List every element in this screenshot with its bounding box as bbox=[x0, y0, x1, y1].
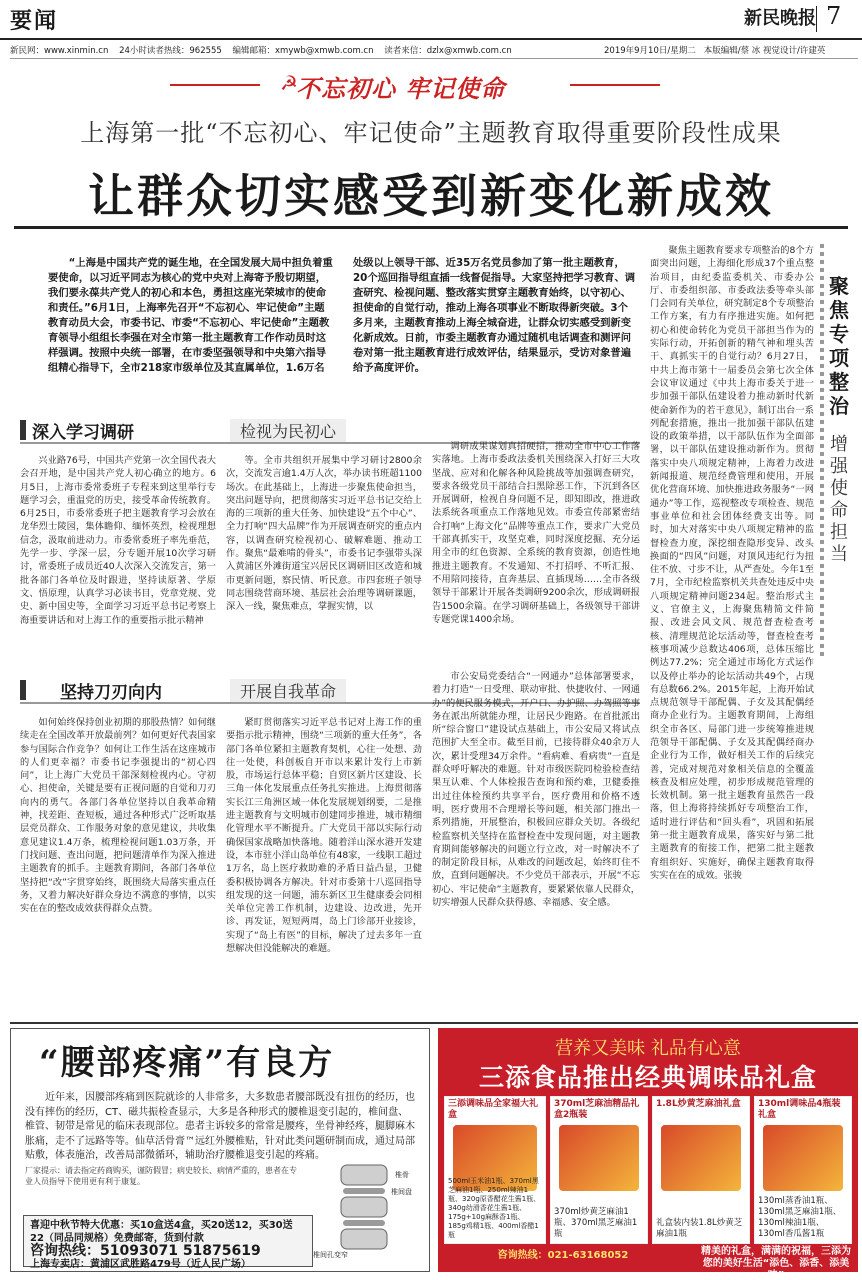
page-number: 7 bbox=[826, 2, 842, 30]
section2-tag: 开展自我革命 bbox=[230, 679, 346, 702]
product-name: 1.8L炒黄芝麻油礼盒 bbox=[656, 1099, 741, 1109]
party-emblem-icon: ☭ bbox=[280, 71, 298, 95]
section2-col1: 如何始终保持创业初期的那股热情？如何继续走在全国改革开放最前列？如何更好代表国家参与国际合作竞争？如何让工作生活在这座城市的人们更幸福？市委书记李强提出的“初心四问”，让上海广大党员干部深刻检视内心。守初心、担使命，关键是要有正视问题的自觉和刀刃向内的勇气。各部门各单位坚持以自我革命精神，找差距、查短板，通过各种形式广泛听取基层党员群众、工作服务对象的意见建议，共收集意见建议1.4万条，梳理检视问题1.03万条，开门找问题、查出问题，把问题清单作为深入推进主题教育的抓手。主题教育期间，各部门各单位坚持把“改”字贯穿始终，既围绕大局落实重点任务，又着力解决好群众身边不满意的事情，以实实在在的整改成效获得群众点赞。 bbox=[20, 717, 216, 915]
section2-title: 坚持刀刃向内 bbox=[60, 683, 162, 703]
ad1-title: “腰部疼痛”有良方 bbox=[39, 1043, 335, 1083]
product-name: 三添调味品全家福大礼盒 bbox=[448, 1099, 539, 1120]
vertical-titles bbox=[818, 244, 858, 660]
product-name: 370ml芝麻油精品礼盒2瓶装 bbox=[554, 1099, 640, 1120]
ad1-promo: 喜迎中秋节特大优惠：买10盒送4盒，买20送12，买30送22（同品同规格）免费邮寄，货到付款 bbox=[30, 1220, 293, 1244]
product-name: 130ml调味品4瓶装礼盒 bbox=[758, 1099, 841, 1120]
hotline: 24小时读者热线：962555 bbox=[119, 46, 222, 56]
oil-bottle-icon bbox=[661, 1125, 741, 1191]
product-card[interactable] bbox=[754, 1096, 852, 1244]
info-bar bbox=[10, 44, 858, 58]
section2-col2: 紧盯贯彻落实习近平总书记对上海工作的重要指示批示精神，围绕“三项新的重大任务”，各部门各单位紧扣主题教育契机，心往一处想、劲往一处使，科创板自开市以来累计发行上市新股，市场运行总体平稳；自贸区新片区建设、长三角一体化发展重点任务扎实推进。上海贯彻落实长江三角洲区域一体化发展规划纲要，二是推进主题教育与文明城市创建同步推进，城市精细化管理水平不断提升。广大党员干部以实际行动确保国家战略加快落地。随着洋山深水港开发建设，本市驻小洋山岛单位有48家，一线职工超过1万名，岛上医疗救助难的矛盾日益凸显，卫健委积极协调各方解决。针对市委第十八巡回指导组发现的这一问题，浦东新区卫生健康委会同相关单位完善工作机制，边建设、边改进，先开诊、再发证，短短两周，岛上门诊部开业接诊，实现了“岛上有医”的目标，解决了过去多年一直想解决但没能解决的难题。 bbox=[226, 717, 422, 955]
ad1-store: 上海专卖店：黄浦区武胜路479号（近人民广场） bbox=[30, 1259, 251, 1270]
ad-santian bbox=[438, 1028, 858, 1280]
section1-tag: 检视为民初心 bbox=[230, 419, 346, 442]
intro-text: “上海是中国共产党的诞生地，在全国发展大局中担负着重要使命，以习近平同志为核心的党中央对上海寄予殷切期望，我们要永葆共产党人的初心和本色，勇担这座光荣城市的使命和责任。”6月1日，上海率先召开“不忘初心、牢记使命”主题教育动员大会，市委书记、市委“不忘初心、牢记使命”主题教育领导小组组长李强在对全市第一批主题教育工作作动员时这样强调。按照中央统一部署，在市委坚强领导和中央第六指导组精心指导下，全市218家市级单位及其直属单位，1.6万名处级以上领导干部、近35万名党员参加了第一批主题教育，20个巡回指导组直插一线督促指导。大家坚持把学习教育、调查研究、检视问题、整改落实贯穿主题教育始终，以守初心、担使命的自觉行动，推动上海各项事业不断取得新突破。3个多月来，主题教育推动上海全城奋进，让群众切实感受到新变化新成效。日前，市委主题教育办通过随机电话调查和测评问卷对第一批主题教育进行成效评估，结果显示，受访对象普遍给予高度评价。 bbox=[48, 257, 636, 374]
spine-label-1: 椎骨 bbox=[395, 1171, 409, 1179]
ad1-phone-label: 咨询热线： bbox=[30, 1243, 100, 1259]
section1-col3: 调研成果谋划真招硬招，推动全市中心工作落实落地。上海市委政法委机关围绕深入打好三大攻坚战、应对和化解各种风险挑战等加强调查研究，要求各级党员干部结合扫黑除恶工作，下沉到各区开展调研，检视自身问题不足，即知即改，推进政法系统各项重点工作落地见效。市委宣传部紧密结合打响“上海文化”品牌等重点工作，要求广大党员干部真抓实干，攻坚克难，同时深度挖掘、充分运用全市的红色资源、全系统的教育资源，创造性地推进主题教育。不发通知、不打招呼、不听汇报、不用陪同接待，直奔基层、直插现场……全市各级领导干部累计开展各类调研9200余次，形成调研报告1500余篇。在学习调研基础上，各级领导干部讲专题党课1400余场。 bbox=[432, 441, 640, 625]
newspaper-logo: 新民晚报 bbox=[744, 8, 816, 29]
ad2-slogan: 营养又美味 礼品有心意 bbox=[555, 1038, 741, 1059]
vertical-title-2: 增强使命担当 bbox=[830, 434, 848, 565]
product-card[interactable] bbox=[652, 1096, 750, 1244]
ad1-phones bbox=[30, 1245, 306, 1258]
section2-bar bbox=[20, 680, 26, 700]
section1-title: 深入学习调研 bbox=[32, 423, 134, 443]
date-staff bbox=[604, 44, 833, 56]
section1-col2: 等。全市共组织开展集中学习研讨2800余次，交流发言逾1.4万人次，举办读书班超1100场次。在此基础上，上海进一步聚焦使命担当，突出问题导向，把贯彻落实习近平总书记交给上海的三项新的重大任务、加快建设“五个中心”、全力打响“四大品牌”作为开展调查研究的重点内容，以调查研究检视初心、破解难题、推动工作。聚焦“最难啃的骨头”，市委书记李强带头深入黄浦区外滩街道宝兴居民区调研旧区改造和城市更新问题，察民情、听民意。市四套班子领导同志围绕营商环境、基层社会治理等调研课题，深入一线，聚焦难点，掌握实情，以 bbox=[226, 455, 422, 613]
subtitle: 上海第一批“不忘初心、牢记使命”主题教育取得重要阶段性成果 bbox=[80, 119, 782, 147]
spine-illustration-icon bbox=[311, 1161, 421, 1263]
editor-mail[interactable]: 编辑邮箱：xmywb@xmwb.com.cn bbox=[232, 46, 374, 56]
product-desc: 礼盒装内装1.8L炒黄芝麻油1瓶 bbox=[656, 1218, 743, 1239]
ad2-footer-text: 精美的礼盒，满满的祝福，三添为您的美好生活“添色、添香、添美味” bbox=[701, 1246, 851, 1280]
section1-col1: 兴业路76号，中国共产党第一次全国代表大会召开地，是中国共产党人初心确立的地方。6月5日，上海市委常委班子专程来到这里举行专题学习会，重温党的历史，接受革命传统教育。6月25日，市委常委班子把主题教育学习会放在龙华烈士陵园，集体瞻仰、缅怀英烈，检视理想信念，汲取前进动力。市委常委班子率先垂范，先学一步、学深一层，分专题开展10次学习研讨，常委班子成员近40人次深入交流发言，第一批各部门各单位及时跟进，坚持读原著、学原文、悟原理，认真学习必读书目，党章党规、党史、新中国史等，全面学习习近平总书记考察上海重要讲话和对上海工作的重要指示批示精神 bbox=[20, 455, 216, 626]
section-name: 要闻 bbox=[10, 9, 59, 34]
ad1-phone2[interactable]: 51875619 bbox=[182, 1243, 261, 1259]
ad-waist-pain bbox=[10, 1028, 430, 1272]
section1-bar bbox=[20, 420, 26, 440]
vertical-title-1: 聚焦专项整治 bbox=[829, 274, 849, 418]
reader-mail[interactable]: 读者来信：dzlx@xmwb.com.cn bbox=[384, 46, 512, 56]
theme-banner bbox=[170, 65, 690, 105]
header-rule bbox=[10, 58, 858, 59]
site-link[interactable]: 新民网：www.xinmin.cn bbox=[10, 46, 109, 56]
issue-date: 2019年9月10日/星期二 bbox=[604, 46, 696, 56]
banner-text: 不忘初心 牢记使命 bbox=[296, 75, 506, 103]
ad1-promo-box bbox=[23, 1215, 313, 1270]
ad1-body: 近年来，因腰部疼痛到医院就诊的人非常多，大多数患者腰部既没有扭伤的经历，也没有摔伤的经历，CT、磁共振检查显示，大多是各种形式的腰椎退变引起的，椎间盘、椎管、韧带是常见的临床表现部位。患者主诉较多的常常是腰疼，坐骨神经疼，腿脚麻木胀痛，走不了远路等等。仙草活骨膏™远红外腰椎贴，针对此类问题研制而成，通过局部贴敷，体表施治，改善局部微循环，辅助治疗腰椎退变引起的疼痛。 bbox=[25, 1092, 415, 1161]
product-desc: 370ml炒黄芝麻油1瓶、370ml黑芝麻油1瓶 bbox=[554, 1207, 638, 1239]
page-header bbox=[0, 0, 862, 40]
product-desc: 130ml蒸香油1瓶、130ml黑芝麻油1瓶、130ml辣油1瓶、130ml香瓜酱1瓶 bbox=[758, 1196, 842, 1239]
headline: 让群众切实感受到新变化新成效 bbox=[88, 169, 774, 223]
section2-col3: 市公安局党委结合“一网通办”总体部署要求，着力打造“一日受理、联动审批、快捷收付、一网通办”的便民服务模式，开户口、办护照、办驾照等事务在派出所就能办理，让居民少跑路。在首批派出所“综合窗口”建设试点基础上，市公安局又将试点范围扩大至全市。截至目前，已接待群众40余万人次，累计受理34万余件。“看病难、看病贵”一直是群众呼吁解决的难题。针对市级医院同检验检查结果互认难、个人体检报告查询和预约难，卫健委推出过往体检预约共享平台，医疗费用和价格不透明，医疗费用不合理增长等问题，相关部门推出一系列措施，开展整治，积极回应群众关切。各级纪检监察机关坚持在监督检查中发现问题，对主题教育期间能够解决的问题立行立改，对一时解决不了的制定阶段目标，从难改的问题改起，始终盯住不放，直到问题解决。不少党员干部表示，开展“不忘初心、牢记使命”主题教育，要紧紧依靠人民群众，切实增强人民群众获得感、幸福感、安全感。 bbox=[432, 671, 640, 909]
ad2-title: 三添食品推出经典调味品礼盒 bbox=[478, 1063, 817, 1092]
ad1-notice: 厂家提示：请去指定药商购买，谨防假冒；病史较长、病情严重的，患者在专业人员指导下使用更有利于康复。 bbox=[25, 1166, 297, 1186]
headline-rule bbox=[14, 226, 848, 229]
header-divider bbox=[816, 6, 817, 32]
ad1-phone1[interactable]: 51093071 bbox=[100, 1243, 178, 1259]
ad2-footer bbox=[698, 1246, 854, 1280]
side-column: 聚焦主题教育要求专项整治的8个方面突出问题，上海细化形成37个重点整治项目，由纪委监委机关、市委办公厅、市委组织部、市委政法委等牵头部门会同有关单位，研究制定8个专项整治工作方案，有力有序推进实施。如何把初心和使命转化为党员干部担当作为的实际行动，开拓创新的精气神和埋头苦干、真抓实干的自觉行动？6月27日，中共上海市第十一届委员会第七次全体会议审议通过《中共上海市委关于进一步加强干部队伍建设着力推动新时代新使命新作为的若干意见》，制订出台一系列配套措施，推出一批加强干部队伍建设的政策举措，以干部队伍作为全面部署，以干部队伍建设推动新作为。贯彻落实中央八项规定精神，上海着力改进新闻报道、规范经费管理和使用，开展优化营商环境、加快推进政务服务“一网通办”等工作，巡视整改专项检查、规范事业单位和社会团体经费支出等。同时，加大对落实中央八项规定精神的监督检查力度，深挖细查隐形变异、改头换面的“四风”问题，对顶风违纪行为扭住不放、寸步不让，从严查处。今年1至7月，全市纪检监察机关共查处违反中央八项规定精神问题234起。整治形式主义、官僚主义，上海聚焦精简文件简报、改进会风文风、规范督查检查考核、清理规范论坛活动等，督查检查考核事项减少总数达406项，总体压缩比例达77.2%；完全通过市场化方式运作以及停止举办的论坛活动共49个，占现有总数66.2%。2015年起，上海开始试点规范领导干部配偶、子女及其配偶经商办企业行为。主题教育期间，上海组织全市各区、局部门进一步统筹推进规范领导干部配偶、子女及其配偶经商办企业行为工作，做好相关工作的后续完善，完成对规范对象相关信息的全覆盖核查及相应处理，初步形成规范管理的长效机制。第一批主题教育虽然告一段落，但上海将持续抓好专项整治工作，适时进行评估和“回头看”，巩固和拓展第一批主题教育成果，落实好与第二批主题教育的衔接工作，把第二批主题教育组织好、实施好，确保主题教育取得实实在在的成效。张骏 bbox=[650, 245, 814, 881]
banner-line-left bbox=[170, 84, 260, 86]
ad2-phone[interactable]: 咨询热线：021-63168052 bbox=[497, 1250, 629, 1261]
product-desc: 500ml玉米油1瓶、370ml黑芝麻油1瓶、250ml辣油1瓶、320g原香醋花生酱1瓶、340g幼滑香花生酱1瓶、175g+10g麻酥香1瓶、185g鸡精1瓶、400ml香醋1瓶 bbox=[448, 1177, 541, 1239]
spine-label-2: 椎间盘 bbox=[391, 1188, 412, 1196]
gift-box-icon bbox=[763, 1125, 843, 1191]
ads-divider bbox=[10, 1022, 858, 1024]
spine-label-3: 椎间孔变窄 bbox=[313, 1251, 348, 1259]
product-card[interactable] bbox=[550, 1096, 648, 1244]
product-card[interactable] bbox=[444, 1096, 546, 1244]
banner-line-right bbox=[570, 84, 660, 86]
staff-credit: 本版编辑/蔡 冰 视觉设计/许建英 bbox=[703, 46, 826, 56]
oil-bottle-icon bbox=[559, 1125, 639, 1191]
